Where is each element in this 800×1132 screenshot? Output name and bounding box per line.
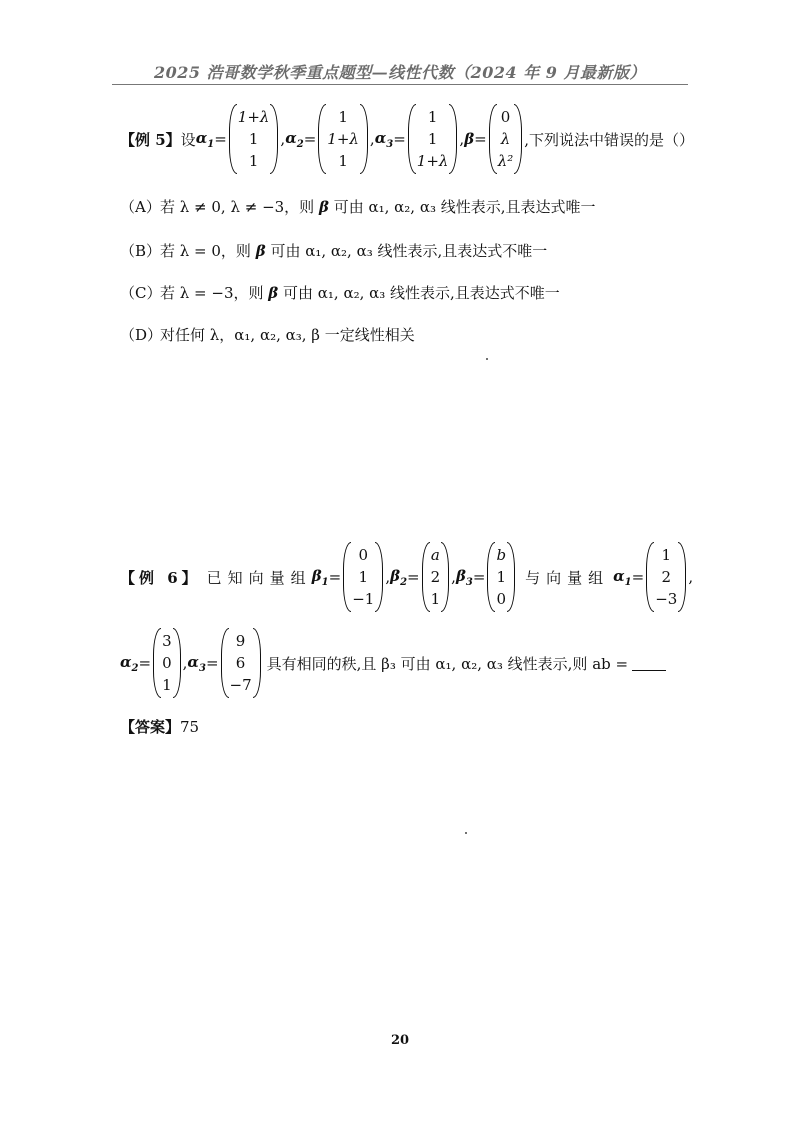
- example-5-statement: [120, 104, 694, 174]
- equals-sign: =: [205, 654, 219, 672]
- scan-speck: [486, 358, 488, 360]
- matrix-cell: λ: [500, 130, 511, 148]
- matrix-cell: 1: [661, 546, 672, 564]
- option-text: 若 λ ≠ 0, λ ≠ −3，则: [160, 198, 319, 216]
- header-rule: [112, 84, 688, 85]
- option-b: [120, 240, 547, 261]
- equals-sign: =: [328, 568, 342, 586]
- matrix-cell: 1: [496, 568, 507, 586]
- comma: ,: [385, 568, 391, 586]
- answer-label: 【答案】: [120, 718, 181, 736]
- matrix-cell: 6: [235, 654, 246, 672]
- option-key: （C）: [120, 284, 162, 302]
- beta-symbol: β: [268, 284, 279, 302]
- alpha3-symbol: $\alpha_3$: [187, 652, 206, 674]
- matrix-cell: 0: [500, 108, 511, 126]
- matrix-cell: 0: [358, 546, 369, 564]
- example-5-intro: 设: [180, 130, 196, 149]
- equals-sign: =: [631, 568, 645, 586]
- matrix-cell: 0: [162, 654, 172, 672]
- comma: ,: [451, 568, 456, 586]
- matrix-cell: 1: [427, 108, 438, 126]
- option-a: [120, 196, 596, 217]
- example-6-intro: 已知向量组: [206, 568, 312, 587]
- beta-symbol: β: [464, 130, 475, 148]
- matrix-cell: a: [430, 546, 440, 564]
- matrix-alpha2: [318, 104, 368, 174]
- matrix-cell: 1+λ: [327, 130, 359, 148]
- beta3-symbol: $\beta_3$: [455, 566, 473, 588]
- comma: ,: [369, 130, 375, 148]
- beta-symbol: β: [255, 242, 266, 260]
- beta1-symbol: $\beta_1$: [311, 566, 329, 588]
- alpha1-symbol: $\alpha_1$: [613, 566, 632, 588]
- matrix-cell: 1: [358, 568, 369, 586]
- alpha2-symbol: $\alpha_2$: [285, 128, 304, 150]
- answer-value: 75: [180, 717, 200, 736]
- matrix-cell: 0: [496, 590, 507, 608]
- matrix-cell: 1: [338, 152, 348, 170]
- equals-sign: =: [138, 654, 152, 672]
- matrix-cell: λ²: [497, 152, 514, 170]
- beta2-symbol: $\beta_2$: [390, 566, 408, 588]
- scan-speck: [465, 832, 467, 834]
- matrix-beta1: [343, 542, 383, 612]
- matrix-beta3: [487, 542, 515, 612]
- matrix-alpha3-ex6: [221, 628, 261, 698]
- option-text: 若 λ = 0，则: [160, 242, 256, 260]
- matrix-cell: 1: [430, 590, 441, 608]
- matrix-cell: 3: [162, 632, 172, 650]
- equals-sign: =: [303, 130, 317, 148]
- option-text: 可由 α₁, α₂, α₃ 线性表示,且表达式不唯一: [265, 242, 548, 260]
- option-key: （A）: [120, 198, 161, 216]
- equals-sign: =: [407, 568, 420, 586]
- matrix-cell: −7: [229, 676, 252, 694]
- example-6-middle: 与向量组: [525, 568, 610, 587]
- page-number: 20: [390, 1033, 410, 1048]
- comma: ,: [182, 654, 188, 672]
- matrix-cell: 1: [338, 108, 348, 126]
- option-text: 可由 α₁, α₂, α₃ 线性表示,且表达式唯一: [328, 198, 596, 216]
- matrix-alpha1: [229, 104, 279, 174]
- equals-sign: =: [472, 568, 486, 586]
- option-c: [120, 282, 560, 303]
- option-d: [120, 324, 415, 345]
- matrix-alpha2-ex6: [153, 628, 181, 698]
- alpha2-symbol: $\alpha_2$: [120, 652, 139, 674]
- answer-blank: [632, 656, 666, 671]
- matrix-cell: 2: [661, 568, 672, 586]
- page-header: 2025 浩哥数学秋季重点题型—线性代数（2024 年 9 月最新版）: [154, 63, 646, 82]
- alpha3-symbol: $\alpha_3$: [374, 128, 394, 150]
- matrix-cell: 9: [235, 632, 246, 650]
- matrix-cell: −1: [352, 590, 375, 608]
- alpha1-symbol: $\alpha_1$: [195, 128, 215, 150]
- matrix-cell: 1: [162, 676, 172, 694]
- example-5-question: ,下列说法中错误的是（）: [524, 130, 695, 149]
- matrix-cell: 1: [248, 152, 259, 170]
- equals-sign: =: [393, 130, 406, 148]
- matrix-alpha3: [408, 104, 458, 174]
- matrix-beta: [489, 104, 523, 174]
- matrix-cell: 1+λ: [416, 152, 449, 170]
- example-6-label: 【例 6】: [120, 568, 201, 587]
- example-5-label: 【例 5】: [120, 130, 181, 149]
- option-text: 可由 α₁, α₂, α₃ 线性表示,且表达式不唯一: [278, 284, 560, 302]
- option-text: 对任何 λ，α₁, α₂, α₃, β 一定线性相关: [160, 326, 415, 344]
- matrix-cell: −3: [655, 590, 678, 608]
- equals-sign: =: [474, 130, 487, 148]
- comma: ,: [459, 130, 465, 148]
- matrix-cell: 2: [430, 568, 441, 586]
- matrix-beta2: [422, 542, 450, 612]
- matrix-cell: 1: [427, 130, 438, 148]
- option-key: （B）: [120, 242, 162, 260]
- option-text: 若 λ = −3，则: [160, 284, 269, 302]
- example-6-statement-line1: [120, 542, 693, 612]
- matrix-cell: 1+λ: [237, 108, 270, 126]
- matrix-cell: b: [496, 546, 507, 564]
- equals-sign: =: [214, 130, 227, 148]
- comma: ,: [280, 130, 286, 148]
- beta-symbol: β: [318, 198, 329, 216]
- option-key: （D）: [120, 326, 163, 344]
- example-6-rest: 具有相同的秩,且 β₃ 可由 α₁, α₂, α₃ 线性表示,则 ab =: [266, 654, 629, 673]
- comma: ,: [688, 568, 694, 586]
- answer-line: [120, 716, 199, 737]
- example-6-statement-line2: [120, 628, 666, 698]
- matrix-alpha1-ex6: [646, 542, 686, 612]
- matrix-cell: 1: [248, 130, 259, 148]
